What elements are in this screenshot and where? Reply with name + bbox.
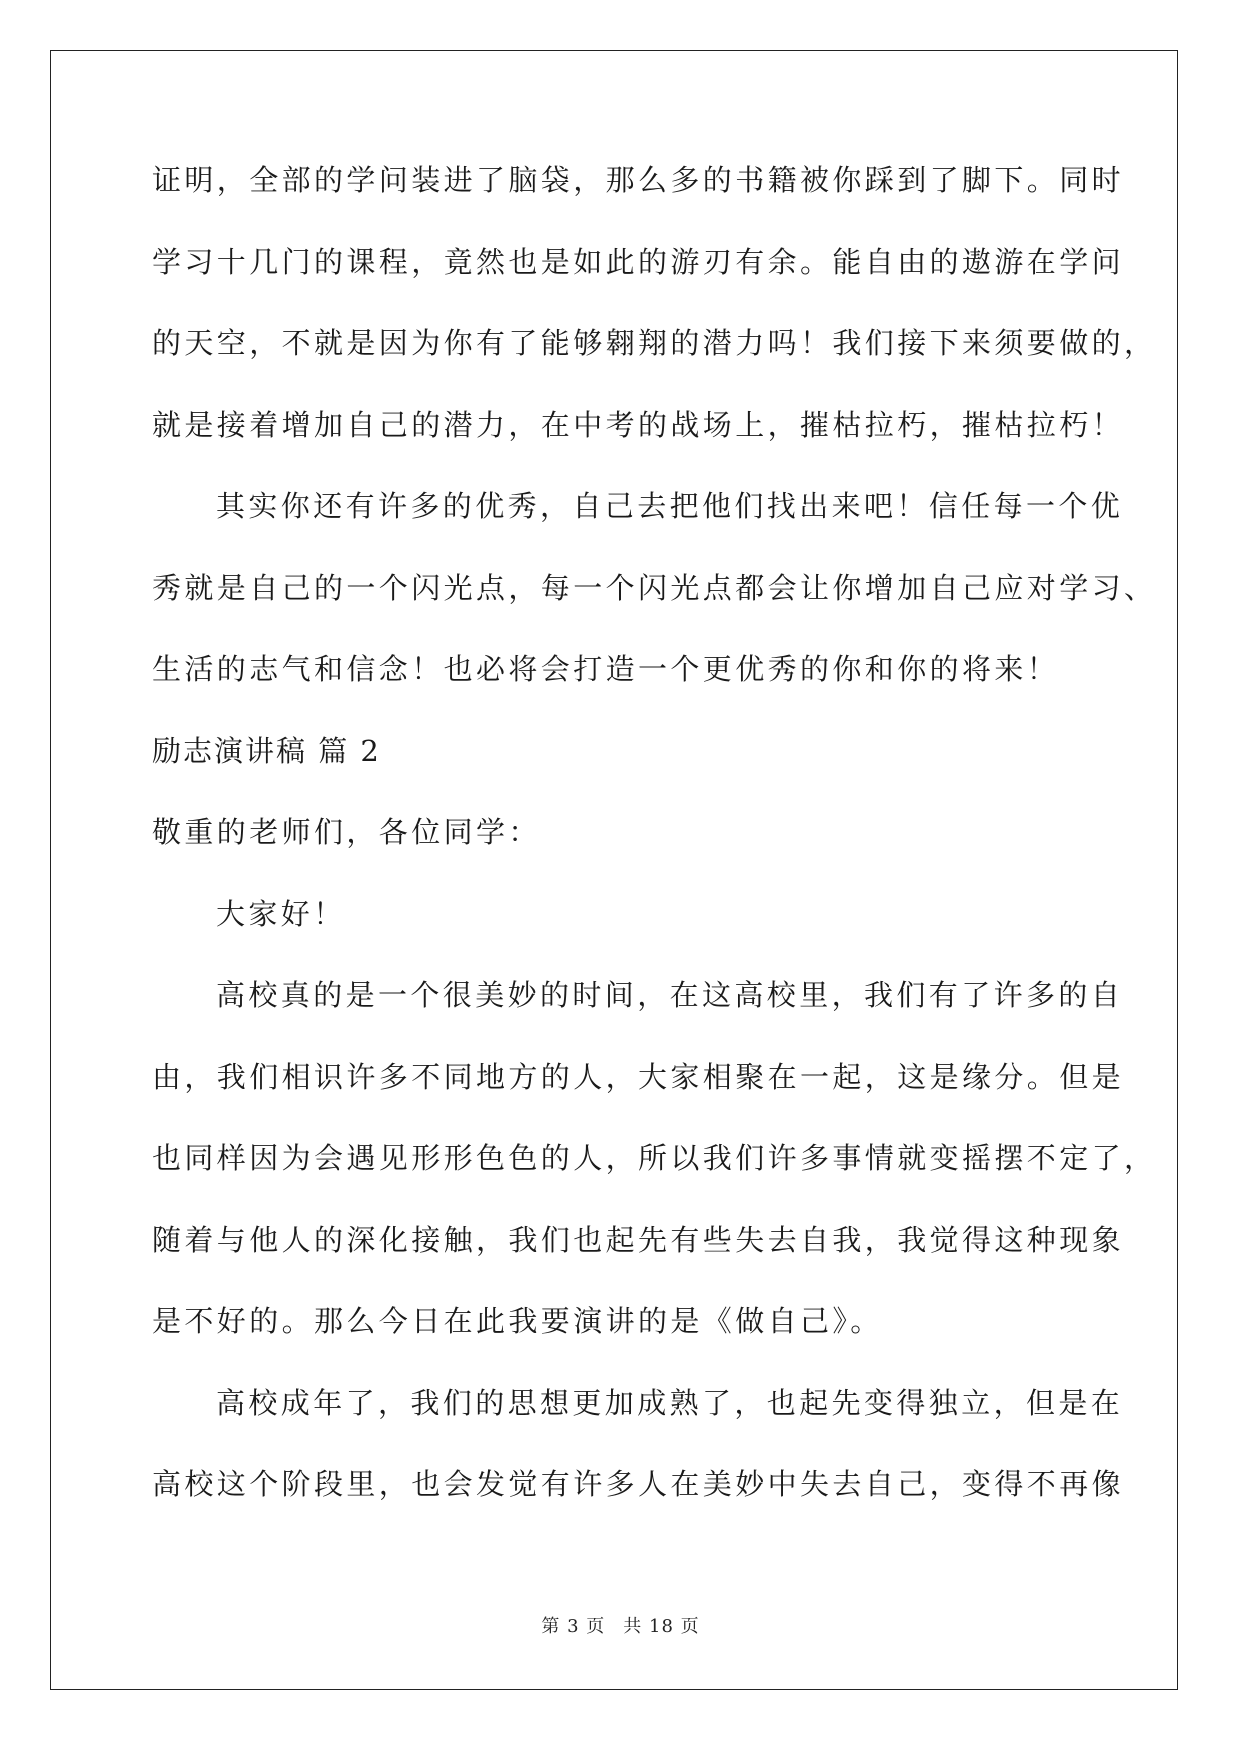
page-number: 第 3 页 [541, 1616, 606, 1637]
paragraph-line: 高校成年了，我们的思想更加成熟了，也起先变得独立，但是在 [216, 1385, 1124, 1420]
greeting: 大家好！ [216, 896, 346, 931]
page-count: 共 18 页 [623, 1616, 700, 1637]
section-heading: 励志演讲稿 篇 2 [152, 733, 381, 768]
paragraph-line: 也同样因为会遇见形形色色的人，所以我们许多事情就变摇摆不定了， [152, 1141, 1157, 1175]
paragraph-line: 高校真的是一个很美妙的时间，在这高校里，我们有了许多的自 [216, 978, 1124, 1012]
page-footer [0, 1612, 1241, 1638]
paragraph-line: 由，我们相识许多不同地方的人，大家相聚在一起，这是缘分。但是 [152, 1059, 1125, 1094]
paragraph-line: 就是接着增加自己的潜力，在中考的战场上，摧枯拉朽，摧枯拉朽！ [152, 407, 1125, 442]
paragraph-line: 是不好的。那么今日在此我要演讲的是《做自己》。 [152, 1304, 883, 1338]
paragraph-line: 其实你还有许多的优秀，自己去把他们找出来吧！信任每一个优 [216, 489, 1124, 523]
paragraph-line: 的天空，不就是因为你有了能够翱翔的潜力吗！我们接下来须要做的， [152, 326, 1157, 360]
paragraph-line: 秀就是自己的一个闪光点，每一个闪光点都会让你增加自己应对学习、 [152, 570, 1157, 605]
paragraph-line: 生活的志气和信念！也必将会打造一个更优秀的你和你的将来！ [152, 652, 1060, 686]
document-body [152, 160, 1157, 1546]
paragraph-line: 证明，全部的学问装进了脑袋，那么多的书籍被你踩到了脚下。同时 [152, 163, 1125, 197]
salutation: 敬重的老师们，各位同学： [152, 815, 541, 849]
paragraph-line: 高校这个阶段里，也会发觉有许多人在美妙中失去自己，变得不再像 [152, 1467, 1125, 1501]
paragraph-line: 学习十几门的课程，竟然也是如此的游刃有余。能自由的遨游在学问 [152, 244, 1125, 279]
paragraph-line: 随着与他人的深化接触，我们也起先有些失去自我，我觉得这种现象 [152, 1222, 1125, 1257]
